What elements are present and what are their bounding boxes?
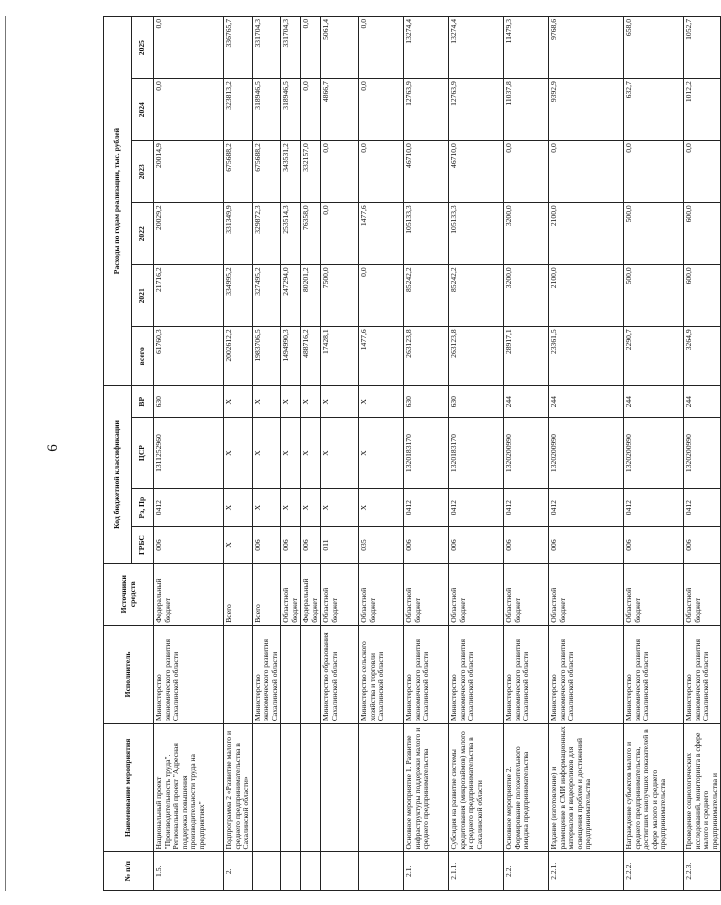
cell-executor: Министерство сельского хозяйства и торговли Сахалинской области [359, 625, 404, 723]
cell-y2023: 332157,0 [301, 141, 321, 203]
cell-csr: Х [301, 418, 321, 489]
cell-name [321, 724, 359, 852]
cell-y2025: 0,0 [301, 17, 321, 79]
cell-source: Областной бюджет [684, 563, 721, 625]
cell-y2022: 329872,3 [252, 203, 281, 265]
cell-y2024: 318946,5 [281, 79, 301, 141]
cell-y2025: 658,0 [624, 17, 684, 79]
cell-y2023: 0,0 [321, 141, 359, 203]
cell-y2022: 105133,3 [404, 203, 449, 265]
cell-vr: Х [321, 386, 359, 418]
cell-y2021: 247294,0 [281, 265, 301, 327]
cell-y2024: 12763,9 [404, 79, 449, 141]
cell-vr: Х [301, 386, 321, 418]
cell-n: 2.2.3. [684, 852, 721, 891]
cell-y2021: 3200,0 [504, 265, 549, 327]
header-name: Наименование мероприятия [104, 724, 154, 852]
cell-y2023: 0,0 [549, 141, 624, 203]
cell-rzpr: Х [359, 488, 404, 527]
cell-name: Награждение субъектов малого и среднего предпринимательства, достигших наилучших показателей в сфере малого и среднего предпринимательства [624, 724, 684, 852]
cell-y2021: 500,0 [624, 265, 684, 327]
cell-n [281, 852, 301, 891]
cell-name: Основное мероприятие 1. Развитие инфраструктуры поддержки малого и среднего предпринимательства [404, 724, 449, 852]
cell-y2023: 0,0 [684, 141, 721, 203]
cell-source: Областной бюджет [281, 563, 301, 625]
cell-total: 23361,5 [549, 327, 624, 386]
cell-grbs: 006 [624, 527, 684, 563]
cell-rzpr: 0412 [684, 488, 721, 527]
table-row [224, 17, 253, 891]
cell-y2022: 20029,2 [154, 203, 224, 265]
cell-y2025: 0,0 [154, 17, 224, 79]
header-source: Источники средств [104, 563, 154, 625]
table-body [154, 17, 721, 891]
header-rzpr: Рз, Пр [132, 488, 154, 527]
cell-name: Национальный проект "Производительность труда". Региональный проект "Адресная поддержка повышения производительности труда на предприятиях" [154, 724, 224, 852]
cell-source: Всего [224, 563, 253, 625]
cell-grbs: 006 [252, 527, 281, 563]
cell-y2024: 11037,8 [504, 79, 549, 141]
cell-executor: Министерство экономического развития Сахалинской области [449, 625, 504, 723]
table-row [252, 17, 281, 891]
cell-y2023: 46710,0 [404, 141, 449, 203]
cell-grbs: 006 [504, 527, 549, 563]
cell-y2021: 85242,2 [449, 265, 504, 327]
cell-vr: 244 [549, 386, 624, 418]
cell-name: Проведение социологических исследований, мониторинга в сфере малого и среднего предпринимательства и [684, 724, 721, 852]
cell-y2023: 675688,2 [252, 141, 281, 203]
cell-y2023: 20014,9 [154, 141, 224, 203]
cell-total: 3264,9 [684, 327, 721, 386]
cell-executor: Министерство экономического развития Сахалинской области [684, 625, 721, 723]
cell-grbs: 035 [359, 527, 404, 563]
cell-n [252, 852, 281, 891]
cell-y2023: 675688,2 [224, 141, 253, 203]
cell-csr: 1320200990 [624, 418, 684, 489]
cell-vr: 244 [504, 386, 549, 418]
cell-y2025: 11479,3 [504, 17, 549, 79]
cell-executor: Министерство экономического развития Сахалинской области [504, 625, 549, 723]
cell-rzpr: Х [281, 488, 301, 527]
cell-source: Федеральный бюджет [301, 563, 321, 625]
cell-csr: 1320200990 [684, 418, 721, 489]
cell-executor [224, 625, 253, 723]
cell-grbs: 006 [549, 527, 624, 563]
cell-y2025: 331704,3 [281, 17, 301, 79]
cell-csr: 1311252960 [154, 418, 224, 489]
cell-y2025: 331704,3 [252, 17, 281, 79]
table-row [449, 17, 504, 891]
cell-vr: 630 [404, 386, 449, 418]
cell-vr: Х [224, 386, 253, 418]
cell-vr: Х [281, 386, 301, 418]
cell-y2024: 0,0 [359, 79, 404, 141]
cell-y2021: 2100,0 [549, 265, 624, 327]
table-row [321, 17, 359, 891]
table-row [154, 17, 224, 891]
header-year-2021: 2021 [132, 265, 154, 327]
cell-y2024: 323813,2 [224, 79, 253, 141]
cell-rzpr: Х [224, 488, 253, 527]
cell-y2022: 76358,0 [301, 203, 321, 265]
cell-csr: Х [224, 418, 253, 489]
cell-total: 263123,8 [404, 327, 449, 386]
cell-n: 2.1.1. [449, 852, 504, 891]
cell-y2023: 343531,2 [281, 141, 301, 203]
cell-csr: Х [281, 418, 301, 489]
cell-grbs: 006 [684, 527, 721, 563]
cell-name [301, 724, 321, 852]
cell-total: 488716,2 [301, 327, 321, 386]
cell-csr: Х [252, 418, 281, 489]
header-grbs: ГРБС [132, 527, 154, 563]
cell-y2025: 13274,4 [449, 17, 504, 79]
cell-y2022: 500,0 [624, 203, 684, 265]
cell-total: 1494990,3 [281, 327, 301, 386]
cell-total: 263123,8 [449, 327, 504, 386]
cell-executor: Министерство экономического развития Сахалинской области [154, 625, 224, 723]
cell-n: 2.2. [504, 852, 549, 891]
cell-source: Областной бюджет [449, 563, 504, 625]
cell-source: Всего [252, 563, 281, 625]
table-row [359, 17, 404, 891]
cell-name [252, 724, 281, 852]
cell-y2022: 253514,3 [281, 203, 301, 265]
cell-y2024: 0,0 [301, 79, 321, 141]
cell-y2023: 0,0 [504, 141, 549, 203]
cell-source: Федеральный бюджет [154, 563, 224, 625]
cell-rzpr: Х [252, 488, 281, 527]
cell-y2024: 1012,2 [684, 79, 721, 141]
cell-source: Областной бюджет [549, 563, 624, 625]
cell-y2022: 0,0 [321, 203, 359, 265]
cell-name: Подпрограмма 2 «Развитие малого и среднего предпринимательства в Сахалинской области» [224, 724, 253, 852]
cell-vr: 630 [449, 386, 504, 418]
header-kbk: Код бюджетной классификации [104, 386, 132, 564]
cell-rzpr: 0412 [549, 488, 624, 527]
table-row [624, 17, 684, 891]
table-row [281, 17, 301, 891]
cell-y2021: 327495,2 [252, 265, 281, 327]
header-expenses: Расходы по годам реализации, тыс. рублей [104, 17, 132, 386]
cell-grbs: 006 [449, 527, 504, 563]
cell-y2022: 331349,9 [224, 203, 253, 265]
cell-rzpr: 0412 [504, 488, 549, 527]
header-year-2022: 2022 [132, 203, 154, 265]
cell-n: 2.1. [404, 852, 449, 891]
cell-y2022: 105133,3 [449, 203, 504, 265]
cell-vr: Х [359, 386, 404, 418]
cell-y2021: 80201,2 [301, 265, 321, 327]
cell-source: Областной бюджет [359, 563, 404, 625]
cell-vr: 630 [154, 386, 224, 418]
cell-vr: 244 [684, 386, 721, 418]
cell-total: 61760,3 [154, 327, 224, 386]
cell-total: 2290,7 [624, 327, 684, 386]
page-edge-line [5, 16, 6, 891]
cell-n [301, 852, 321, 891]
cell-csr: Х [321, 418, 359, 489]
cell-executor: Министерство экономического развития Сахалинской области [549, 625, 624, 723]
cell-y2023: 0,0 [624, 141, 684, 203]
cell-n: 2.2.1. [549, 852, 624, 891]
cell-rzpr: Х [301, 488, 321, 527]
page-number: 6 [45, 444, 61, 452]
cell-grbs: 006 [154, 527, 224, 563]
cell-y2021: 21716,2 [154, 265, 224, 327]
cell-y2023: 0,0 [359, 141, 404, 203]
cell-y2025: 0,0 [359, 17, 404, 79]
cell-executor: Министерство экономического развития Сахалинской области [404, 625, 449, 723]
cell-y2021: 0,0 [359, 265, 404, 327]
header-year-2025: 2025 [132, 17, 154, 79]
cell-y2021: 600,0 [684, 265, 721, 327]
cell-csr: 1320183170 [449, 418, 504, 489]
cell-source: Областной бюджет [404, 563, 449, 625]
header-year-2023: 2023 [132, 141, 154, 203]
cell-vr: 244 [624, 386, 684, 418]
cell-total: 28917,1 [504, 327, 549, 386]
cell-name: Издание (изготовление) и размещение в СМИ информационных материалов и видеороликов для освещения проблем и достижений предпринимательства [549, 724, 624, 852]
header-vr: ВР [132, 386, 154, 418]
cell-grbs: 006 [301, 527, 321, 563]
cell-name [359, 724, 404, 852]
cell-y2021: 85242,2 [404, 265, 449, 327]
cell-grbs: Х [224, 527, 253, 563]
header-total: всего [132, 327, 154, 386]
budget-table [103, 16, 721, 891]
cell-y2024: 318946,5 [252, 79, 281, 141]
cell-y2025: 5061,4 [321, 17, 359, 79]
cell-executor: Министерство экономического развития Сахалинской области [252, 625, 281, 723]
cell-vr: Х [252, 386, 281, 418]
table-row [301, 17, 321, 891]
cell-y2025: 1052,7 [684, 17, 721, 79]
cell-y2021: 7500,0 [321, 265, 359, 327]
cell-y2025: 13274,4 [404, 17, 449, 79]
cell-n: 1.5. [154, 852, 224, 891]
cell-rzpr: 0412 [404, 488, 449, 527]
cell-y2024: 632,7 [624, 79, 684, 141]
cell-csr: 1320183170 [404, 418, 449, 489]
cell-y2025: 9768,6 [549, 17, 624, 79]
cell-grbs: 006 [281, 527, 301, 563]
cell-grbs: 006 [404, 527, 449, 563]
cell-total: 1983706,5 [252, 327, 281, 386]
cell-source: Областной бюджет [321, 563, 359, 625]
table-row [404, 17, 449, 891]
cell-n: 2. [224, 852, 253, 891]
header-executor: Исполнитель [104, 625, 154, 723]
cell-y2022: 2100,0 [549, 203, 624, 265]
cell-name: Субсидия на развитие системы кредитования (микрозаймов) малого и среднего предпринимательства в Сахалинской области [449, 724, 504, 852]
header-year-2024: 2024 [132, 79, 154, 141]
table-row [549, 17, 624, 891]
cell-y2024: 0,0 [154, 79, 224, 141]
cell-rzpr: 0412 [154, 488, 224, 527]
cell-total: 17428,1 [321, 327, 359, 386]
cell-grbs: 011 [321, 527, 359, 563]
cell-n [359, 852, 404, 891]
cell-executor [301, 625, 321, 723]
cell-y2022: 3200,0 [504, 203, 549, 265]
cell-source: Областной бюджет [624, 563, 684, 625]
cell-name: Основное мероприятие 2. Формирование положительного имиджа предпринимательства [504, 724, 549, 852]
cell-y2023: 46710,0 [449, 141, 504, 203]
cell-y2024: 12763,9 [449, 79, 504, 141]
header-csr: ЦСР [132, 418, 154, 489]
cell-csr: 1320200990 [549, 418, 624, 489]
cell-y2024: 4866,7 [321, 79, 359, 141]
cell-csr: 1320200990 [504, 418, 549, 489]
cell-source: Областной бюджет [504, 563, 549, 625]
cell-y2022: 600,0 [684, 203, 721, 265]
cell-total: 1477,6 [359, 327, 404, 386]
table-row [504, 17, 549, 891]
cell-csr: Х [359, 418, 404, 489]
cell-name [281, 724, 301, 852]
cell-executor [281, 625, 301, 723]
cell-y2021: 334995,2 [224, 265, 253, 327]
cell-rzpr: 0412 [624, 488, 684, 527]
header-n: № п/п [104, 852, 154, 891]
cell-n [321, 852, 359, 891]
cell-y2025: 336765,7 [224, 17, 253, 79]
cell-total: 2002612,2 [224, 327, 253, 386]
cell-executor: Министерство экономического развития Сахалинской области [624, 625, 684, 723]
table-row [684, 17, 721, 891]
cell-n: 2.2.2. [624, 852, 684, 891]
cell-rzpr: 0412 [449, 488, 504, 527]
cell-y2022: 1477,6 [359, 203, 404, 265]
cell-rzpr: Х [321, 488, 359, 527]
cell-y2024: 9392,9 [549, 79, 624, 141]
cell-executor: Министерство образования Сахалинской области [321, 625, 359, 723]
